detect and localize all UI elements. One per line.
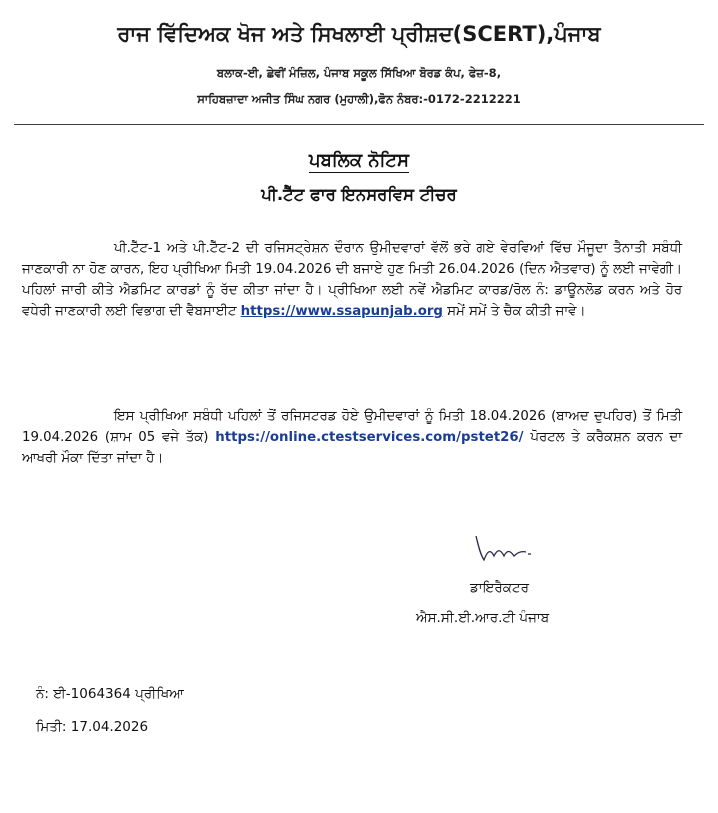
- organization-title: ਰਾਜ ਵਿੱਦਿਅਕ ਖੋਜ ਅਤੇ ਸਿਖਲਾਈ ਪ੍ਰੀਸ਼ਦ(SCERT),ਪੰਜਾਬ: [117, 22, 601, 46]
- reference-number: ਨੰ: ਈ-1064364 ਪ੍ਰੀਖਿਆ: [36, 686, 184, 702]
- address-line-1: ਬਲਾਕ-ਈ, ਛੇਵੀਂ ਮੰਜ਼ਿਲ, ਪੰਜਾਬ ਸਕੂਲ ਸਿੱਖਿਆ ਬੋਰਡ ਕੰਪ, ਫੇਜ਼-8,: [216, 66, 502, 80]
- notice-heading-text: ਪਬਲਿਕ ਨੋਟਿਸ: [309, 150, 409, 171]
- paragraph-2-text: ਇਸ ਪ੍ਰੀਖਿਆ ਸਬੰਧੀ ਪਹਿਲਾਂ ਤੋਂ ਰਜਿਸਟਰਡ ਹੋਏ ਉਮੀਦਵਾਰਾਂ ਨੂੰ ਮਿਤੀ 18.04.2026 (ਬਾਅਦ ਦੁਪਹਿਰ) ਤੋਂ ਮਿਤੀ 19.04.2026 (ਸ਼ਾਮ 05 ਵਜੇ ਤੱਕ): [22, 409, 682, 445]
- ctest-portal-link[interactable]: https://online.ctestservices.com/pstet26/: [215, 430, 524, 445]
- director-signature: [470, 530, 550, 570]
- notice-heading: [0, 150, 718, 171]
- address-line-2: ਸਾਹਿਬਜ਼ਾਦਾ ਅਜੀਤ ਸਿੰਘ ਨਗਰ (ਮੁਹਾਲੀ),ਫੋਨ ਨੰਬਰ:-0172-2212221: [197, 92, 521, 106]
- notice-subject: ਪੀ.ਟੈੱਟ ਫਾਰ ਇਨਸਰਵਿਸ ਟੀਚਰ: [261, 185, 457, 204]
- paragraph-1-text: ਪੀ.ਟੈੱਟ-1 ਅਤੇ ਪੀ.ਟੈੱਟ-2 ਦੀ ਰਜਿਸਟ੍ਰੇਸ਼ਨ ਦੌਰਾਨ ਉਮੀਦਵਾਰਾਂ ਵੱਲੋਂ ਭਰੇ ਗਏ ਵੇਰਵਿਆਂ ਵਿੱਚ ਮੌਜੂਦਾ ਤੈਨਾਤੀ ਸਬੰਧੀ ਜਾਣਕਾਰੀ ਨਾ ਹੋਣ ਕਾਰਨ, ਇਹ ਪ੍ਰੀਖਿਆ ਮਿਤੀ 19.04.2026 ਦੀ ਬਜਾਏ ਹੁਣ ਮਿਤੀ 26.04.2026 (ਦਿਨ ਐਤਵਾਰ) ਨੂੰ ਲਈ ਜਾਵੇਗੀ। ਪਹਿਲਾਂ ਜਾਰੀ ਕੀਤੇ ਐਡਮਿਟ ਕਾਰਡਾਂ ਨੂੰ ਰੱਦ ਕੀਤਾ ਜਾਂਦਾ ਹੈ। ਪ੍ਰੀਖਿਆ ਲਈ ਨਵੇਂ ਐਡਮਿਟ ਕਾਰਡ/ਰੋਲ ਨੰ: ਡਾਊਨਲੋਡ ਕਰਨ ਅਤੇ ਹੋਰ ਵਧੇਰੀ ਜਾਣਕਾਰੀ ਲਈ ਵਿਭਾਗ ਦੀ ਵੈਬਸਾਈਟ: [22, 241, 682, 319]
- notice-paragraph-1: [22, 238, 682, 322]
- signatory-office: ਐਸ.ਸੀ.ਈ.ਆਰ.ਟੀ ਪੰਜਾਬ: [416, 610, 550, 626]
- paragraph-1-tail: ਸਮੇਂ ਸਮੇਂ ਤੇ ਚੈਕ ਕੀਤੀ ਜਾਵੇ।: [447, 304, 586, 319]
- header-divider: [14, 124, 704, 125]
- paragraph-2-tail: ਪੋਰਟਲ ਤੇ ਕਰੈਕਸ਼ਨ ਕਰਨ ਦਾ ਆਖਰੀ ਮੌਕਾ ਦਿੱਤਾ ਜਾਂਦਾ ਹੈ।: [22, 430, 683, 466]
- ssapunjab-website-link[interactable]: https://www.ssapunjab.org: [240, 304, 443, 319]
- notice-paragraph-2: [22, 406, 682, 469]
- signatory-designation: ਡਾਇਰੈਕਟਰ: [470, 580, 529, 596]
- reference-date: ਮਿਤੀ: 17.04.2026: [36, 719, 149, 735]
